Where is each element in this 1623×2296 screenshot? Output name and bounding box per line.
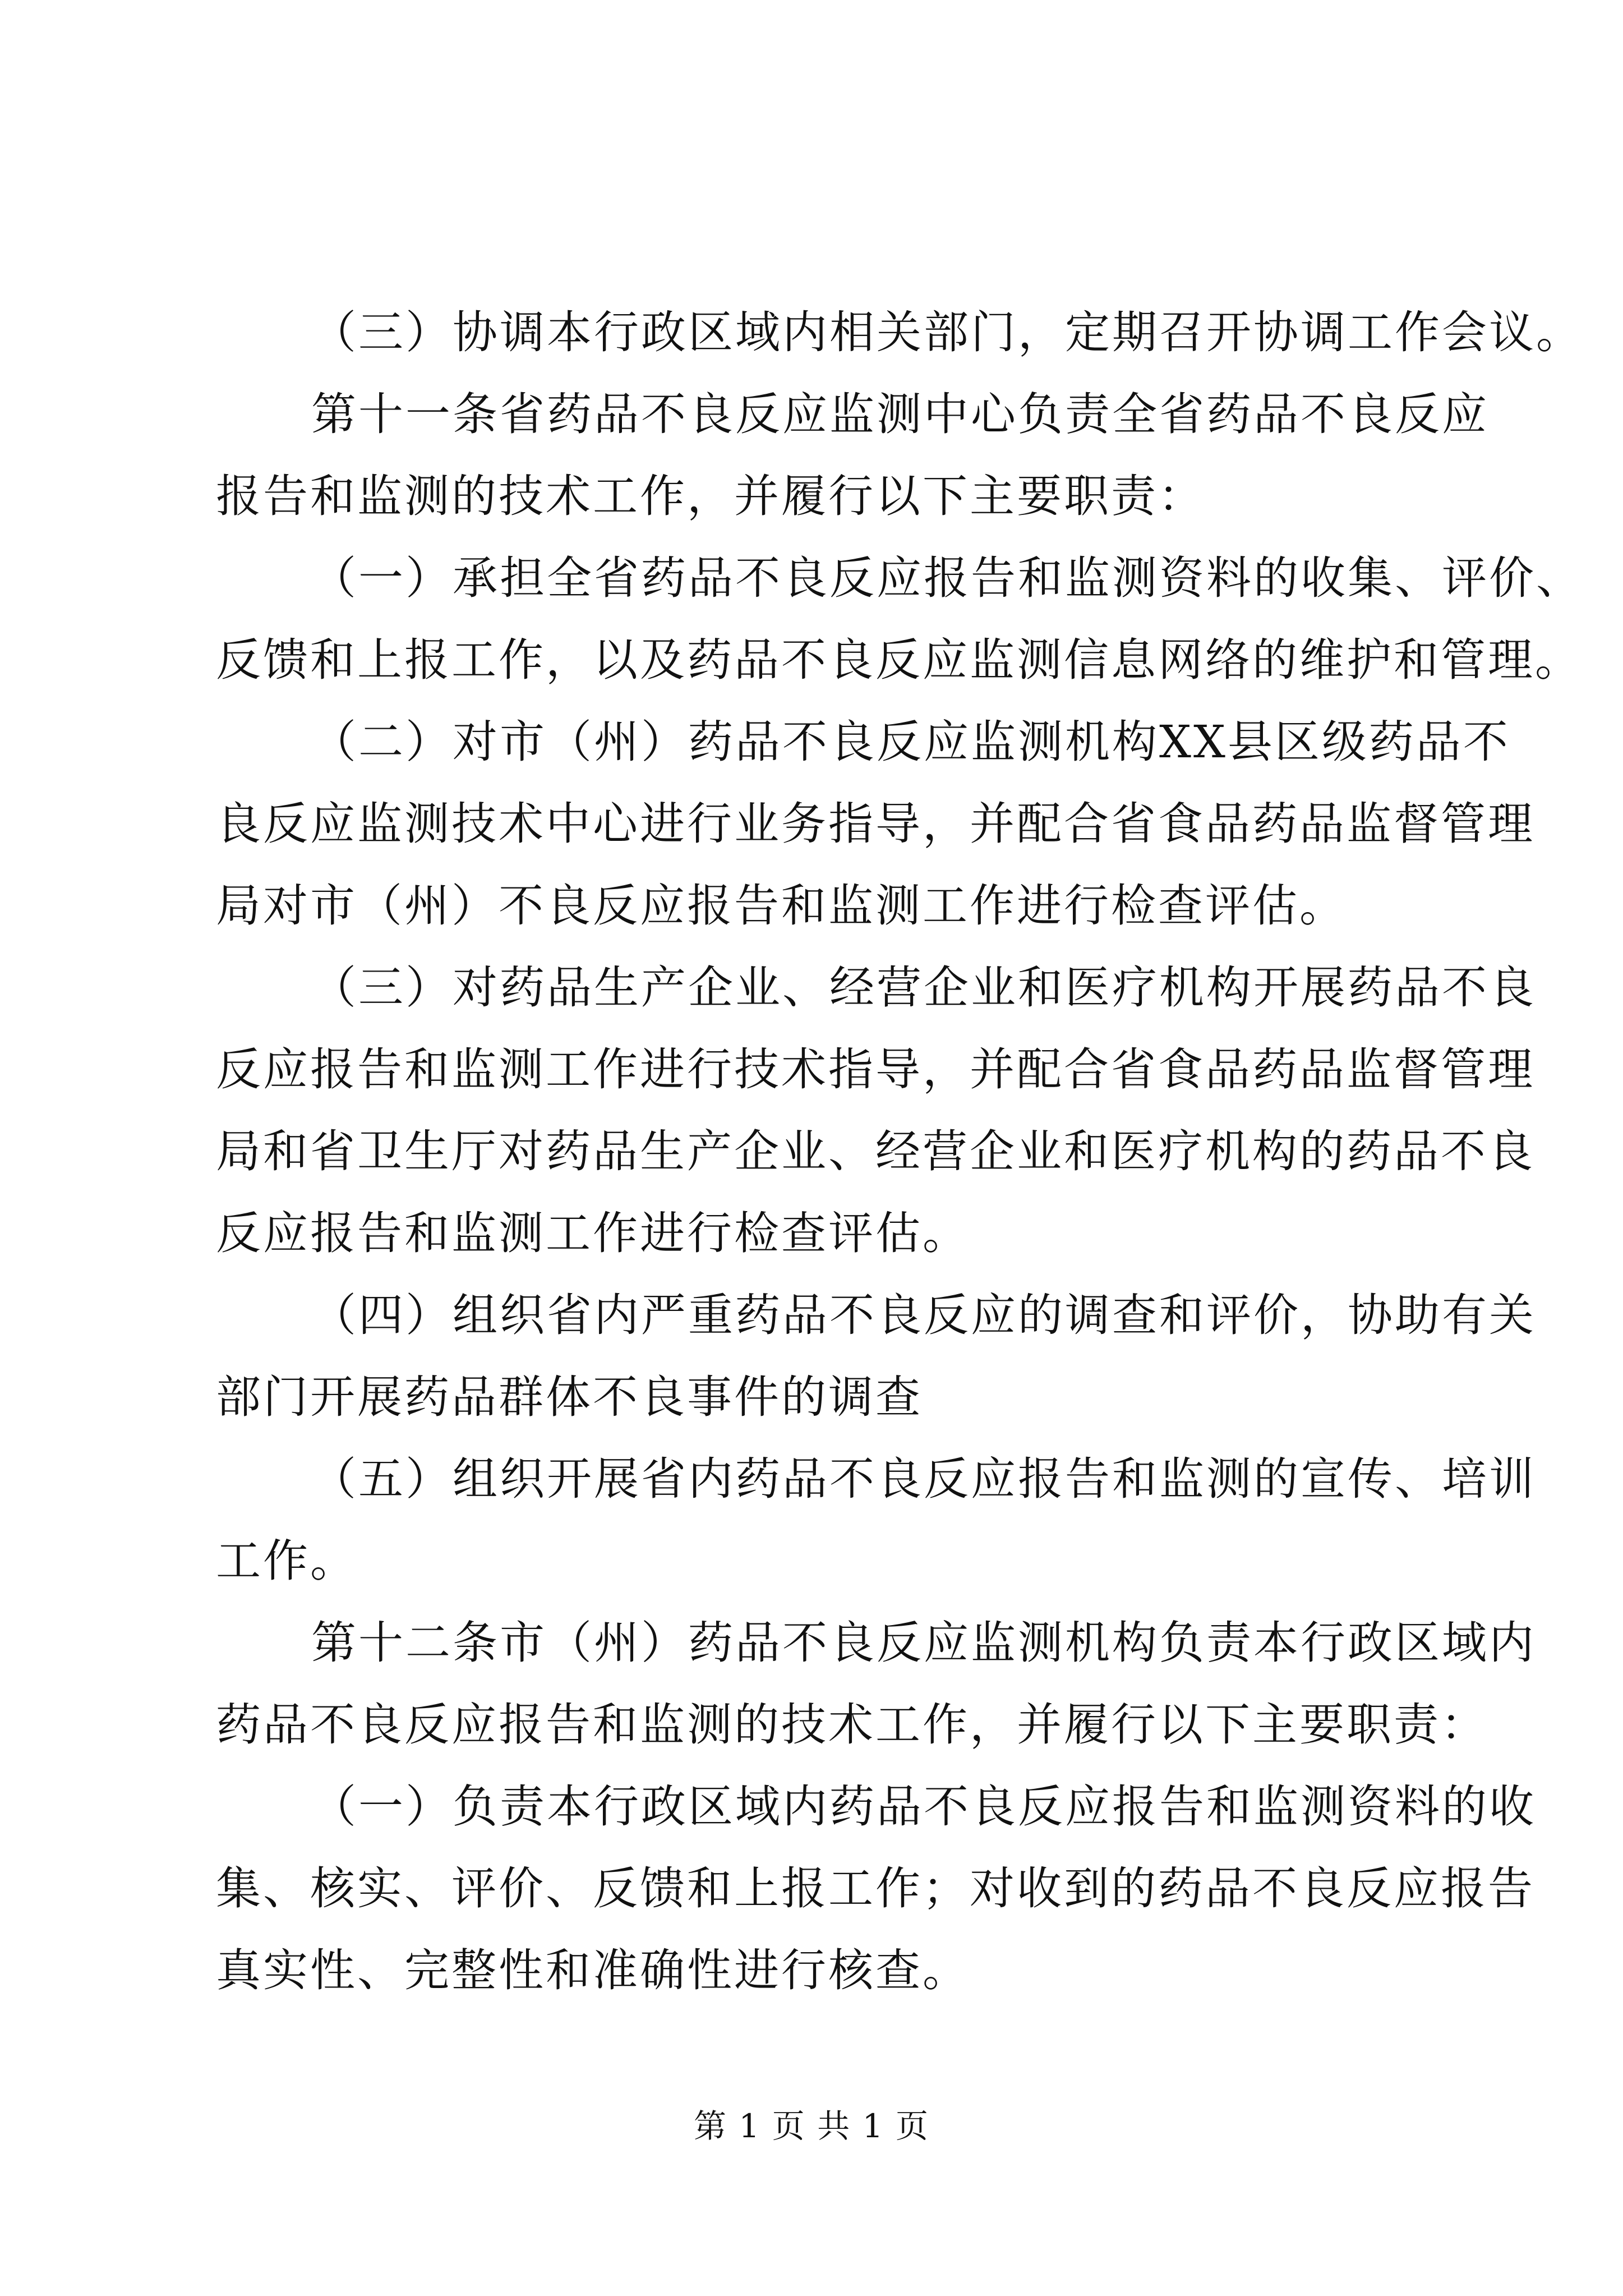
text-line: 反应报告和监测工作进行技术指导，并配合省食品药品监督管理 bbox=[216, 1043, 1535, 1096]
text-line: 工作。 bbox=[216, 1535, 357, 1587]
text-line: 反应报告和监测工作进行检查评估。 bbox=[216, 1207, 970, 1259]
text-line: 第十二条市（州）药品不良反应监测机构负责本行政区域内 bbox=[311, 1617, 1536, 1669]
text-line: 集、核实、评价、反馈和上报工作；对收到的药品不良反应报告 bbox=[216, 1862, 1535, 1915]
text-line: （四）组织省内严重药品不良反应的调查和评价，协助有关 bbox=[311, 1289, 1536, 1341]
text-line: （二）对市（州）药品不良反应监测机构XX县区级药品不 bbox=[311, 716, 1510, 768]
text-line: （一）承担全省药品不良反应报告和监测资料的收集、评价、 bbox=[311, 552, 1583, 604]
text-line: 局和省卫生厅对药品生产企业、经营企业和医疗机构的药品不良 bbox=[216, 1125, 1535, 1177]
text-line: 反馈和上报工作，以及药品不良反应监测信息网络的维护和管理。 bbox=[216, 634, 1582, 686]
text-line: 良反应监测技术中心进行业务指导，并配合省食品药品监督管理 bbox=[216, 798, 1535, 850]
text-line: 局对市（州）不良反应报告和监测工作进行检查评估。 bbox=[216, 880, 1347, 932]
text-line: （一）负责本行政区域内药品不良反应报告和监测资料的收 bbox=[311, 1780, 1536, 1833]
text-line: 第十一条省药品不良反应监测中心负责全省药品不良反应 bbox=[311, 388, 1489, 440]
text-line: 报告和监测的技术工作，并履行以下主要职责： bbox=[216, 470, 1205, 522]
text-line: （三）协调本行政区域内相关部门，定期召开协调工作会议。 bbox=[311, 306, 1583, 358]
text-line: （五）组织开展省内药品不良反应报告和监测的宣传、培训 bbox=[311, 1453, 1536, 1505]
text-line: 真实性、完整性和准确性进行核查。 bbox=[216, 1944, 970, 1996]
text-line: 部门开展药品群体不良事件的调查 bbox=[216, 1371, 923, 1423]
text-line: （三）对药品生产企业、经营企业和医疗机构开展药品不良 bbox=[311, 961, 1536, 1014]
page-number-footer: 第 1 页 共 1 页 bbox=[694, 2107, 929, 2145]
text-line: 药品不良反应报告和监测的技术工作，并履行以下主要职责： bbox=[216, 1699, 1488, 1751]
document-body bbox=[216, 292, 1583, 2012]
